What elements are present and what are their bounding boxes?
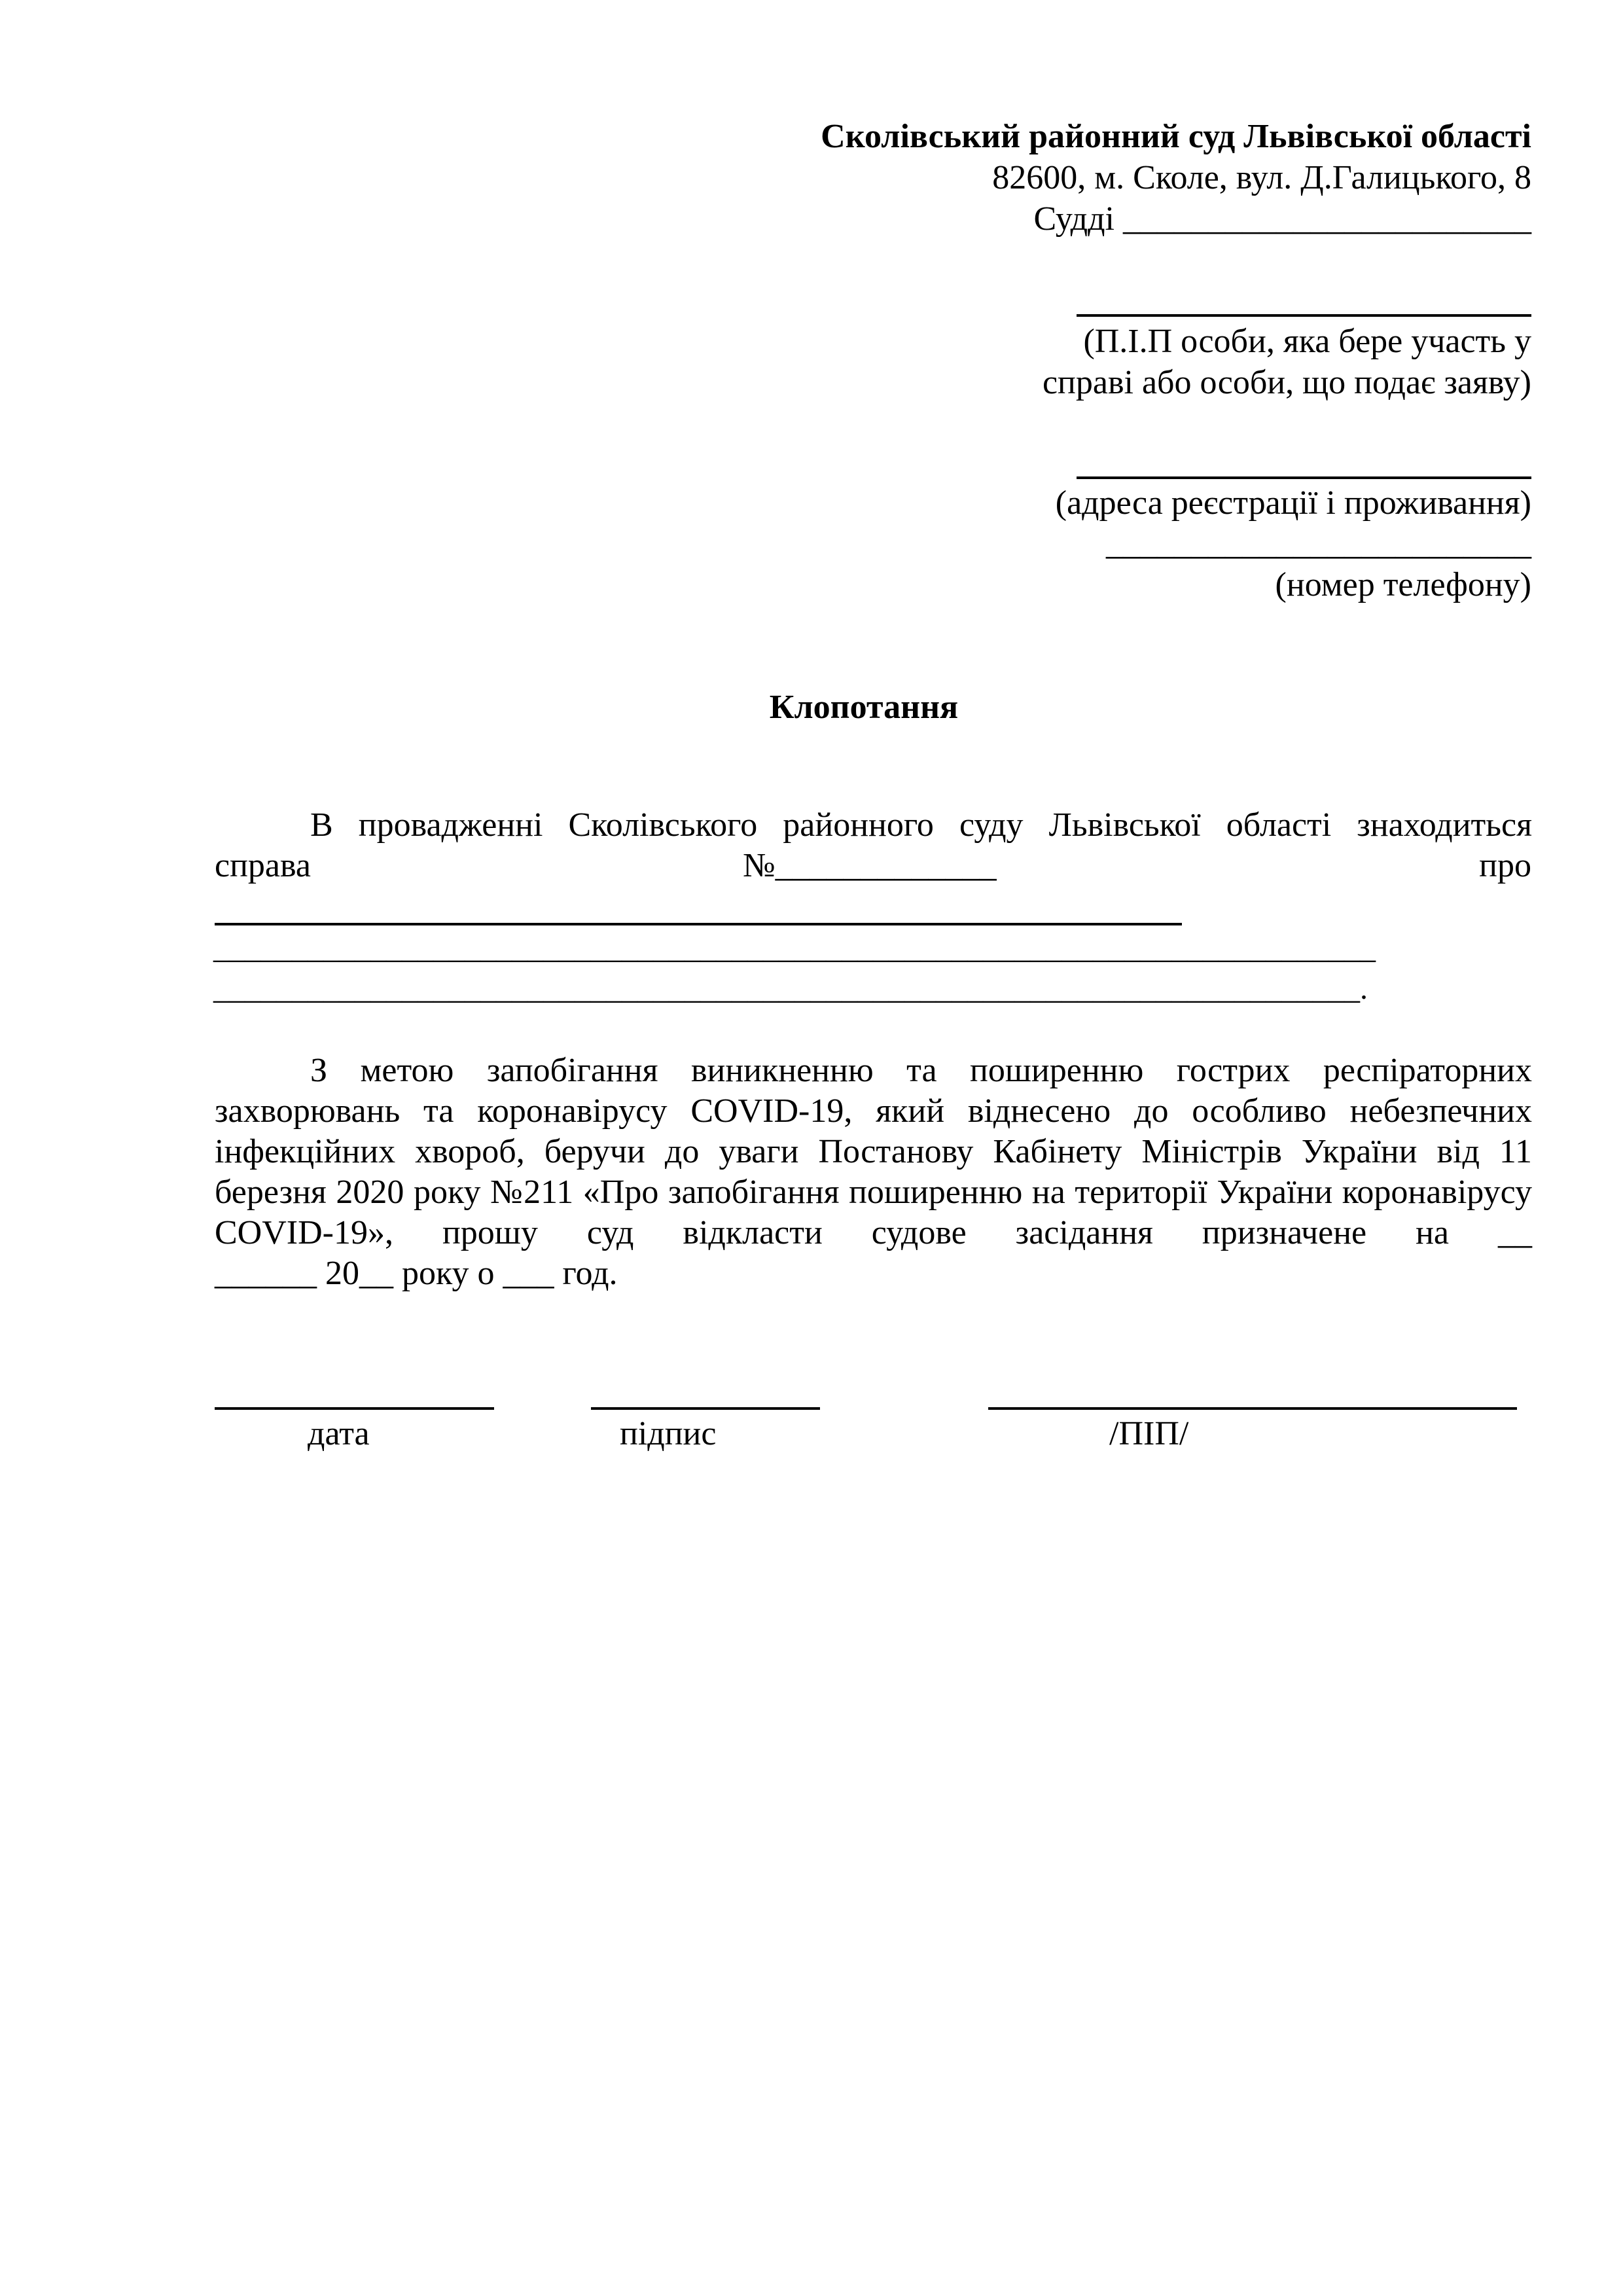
date-line xyxy=(215,1407,494,1410)
paragraph2 xyxy=(215,1050,1532,1253)
case-subject-line xyxy=(215,923,1182,925)
date-label: дата xyxy=(308,1415,370,1452)
signature-label: підпис xyxy=(620,1415,717,1452)
judge-field: Судді ________________________ xyxy=(1033,200,1531,238)
person-caption-line1: (П.І.П особи, яка бере участь у xyxy=(1083,323,1531,360)
court-name: Сколівський районний суд Львівської області xyxy=(821,118,1531,155)
person-caption-line2: справі або особи, що подає заяву) xyxy=(1042,364,1531,401)
paragraph1-about-word: про xyxy=(1479,847,1531,884)
case-subject-line3: _________________________________________________________________________. xyxy=(213,971,1368,1006)
paragraph1-case-word: справа xyxy=(215,847,311,884)
court-address: 82600, м. Сколе, вул. Д.Галицького, 8 xyxy=(992,159,1531,196)
person-name-line xyxy=(1077,314,1531,317)
paragraph1-text: В провадженні Сколівського районного суду Львівської області знаходиться xyxy=(310,806,1532,844)
name-label: /ПІП/ xyxy=(1109,1415,1189,1452)
phone-caption: (номер телефону) xyxy=(1275,566,1531,603)
name-line xyxy=(988,1407,1517,1410)
phone-line: _________________________ xyxy=(1106,525,1531,562)
paragraph1-line1 xyxy=(215,805,1532,846)
case-subject-line2: __________________________________________________________________________ xyxy=(213,931,1376,965)
document-title: Клопотання xyxy=(769,689,959,726)
paragraph1-case-number: №_____________ xyxy=(743,847,997,884)
paragraph2-text: З метою запобігання виникненню та поширенню гострих респіраторних захворювань та коронавірусу COVID-19, який віднесено до особливо небезпечних інфекційних хвороб, беручи до уваги Постанову Кабінету Міністрів України від 11 березня 2020 року №211 «Про запобігання поширенню на території України коронавірусу COVID-19», прошу суд відкласти судове засідання призначене на __ xyxy=(215,1052,1532,1251)
paragraph2-last-line: ______ 20__ року о ___ год. xyxy=(215,1255,618,1292)
address-caption: (адреса реєстрації і проживання) xyxy=(1055,484,1531,522)
signature-line xyxy=(591,1407,820,1410)
address-line xyxy=(1077,476,1531,479)
